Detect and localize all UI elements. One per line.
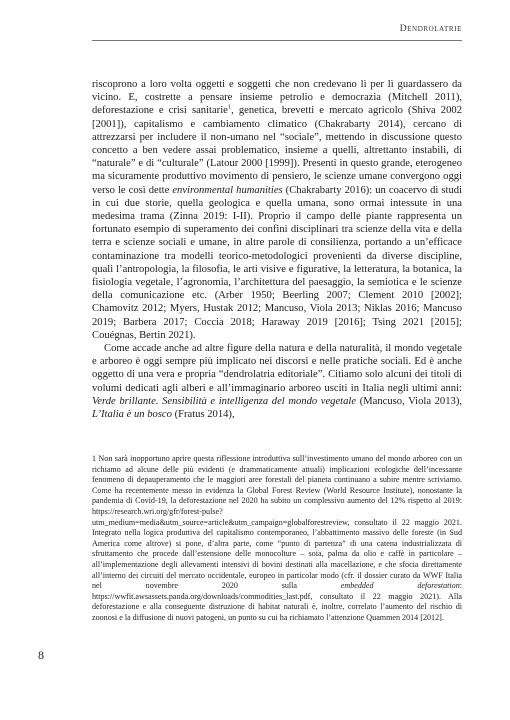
book-title: L’Italia è un bosco xyxy=(92,409,172,421)
emphasis: environmental humanities xyxy=(172,184,283,196)
running-head: Dendrolatrie xyxy=(399,24,462,34)
footnotes xyxy=(92,454,462,624)
header-rule xyxy=(92,40,462,41)
book-title: Verde brillante. Sensibilità e intelligenza del mondo vegetale xyxy=(92,395,357,407)
footnote-reference[interactable]: 1 xyxy=(227,103,232,111)
paragraph-2: Come accade anche ad altre figure della natura e della naturalità, il mondo vegetale e arboreo è oggi sempre più implicato nei discorsi e nelle pratiche sociali. Ed è anche oggetto di una vera e propria “dendrolatria editoriale”. Citiamo solo alcuni dei titoli di volumi dedicati agli alberi e all’immaginario arboreo usciti in Italia negli ultimi anni: Verde brillante. Sensibilità e intelligenza del mondo vegetale (Mancuso, Viola 2013), L’Italia è un bosco (Fratus 2014), xyxy=(92,343,462,421)
paragraph-1: riscoprono a loro volta oggetti e soggetti che non credevano lì per lì guardassero da vicino. E, costrette a pensare insieme petrolio e democrazia (Mitchell 2011), deforestazione e crisi sanitarie$^1$, genetica, brevetti e mercato agricolo (Shiva 2002 [2001]), capitalismo e cambiamento climatico (Chakrabarty 2014), cercano di attrezzarsi per includere il non-umano nel “sociale”, mettendo in discussione questo concetto a ben vedere assai problematico, insieme a quelli, altrettanto instabili, di “naturale” e di “culturale” (Latour 2000 [1999]). Presenti in questo grande, eterogeneo ma sicuramente produttivo movimento di pensiero, le scienze umane convergono oggi verso le così dette environmental humanities (Chakrabarty 2016): un coacervo di studi in cui due storie, quella geologica e quella umana, sono ormai intessute in una medesima trama (Zinna 2019: I-II). Proprio il campo delle piante rappresenta un fortunato esempio di superamento dei confini disciplinari tra scienze della vita e della terra e scienze sociali e umane, in altre parole di consilienza, portando a un’efficace contaminazione tra modelli teorico-metodologici provenienti da diverse discipline, quali l’antropologia, la filosofia, le arti visive e figurative, la letteratura, la botanica, la fisiologia vegetale, l’agronomia, l’architettura del paesaggio, la semiotica e le scienze della comunicazione etc. (Arber 1950; Beerling 2007; Clement 2010 [2002]; Chamovitz 2012; Myers, Hustak 2012; Mancuso, Viola 2013; Niklas 2016; Mancuso 2019; Barbera 2017; Coccia 2018; Haraway 2019 [2016]; Tsing 2021 [2015]; Couégnas, Bertin 2021). xyxy=(92,79,462,341)
page-number: 8 xyxy=(38,648,44,662)
footnote-1: 1 Non sarà inopportuno aprire questa riflessione introduttiva sull’investimento umano del mondo arboreo con un richiamo ad alcune delle più evidenti (e drammaticamente attuali) implicazioni ecologiche dell’incessante fenomeno di depauperamento che le maggiori aree forestali del pianeta continuano a subire mentre scriviamo. Come ha recentemente messo in evidenza la Global Forest Review (World Resource Institute), nonostante la pandemia di Covid-19, la deforestazione nel 2020 ha subito un complessivo aumento del 12% rispetto al 2019: https://research.wri.org/gfr/forest-pulse?utm_medium=media&utm_source=article&utm_campaign=globalforestreview, consultato il 22 maggio 2021. Integrato nella logica produttiva del capitalismo contemporaneo, l’abbattimento massivo delle foreste (in Sud America come altrove) si pone, d’altra parte, come “punto di partenza” di una catena industrializzata di sfruttamento che procede dall’estensione delle monocolture – soia, palma da olio e caffè in particolare – all’implementazione degli allevamenti intensivi di bovini destinati alla macellazione, e che sfocia direttamente all’interno dei circuiti del mercato occidentale, europeo in particolar modo (cfr. il dossier curato da WWF Italia nel novembre 2020 sulla embedded deforestation: https://wwfit.awsassets.panda.org/downloads/commodities_last.pdf, consultato il 22 maggio 2021). Alla deforestazione e alla conseguente distruzione di habitat naturali è, inoltre, correlato l’aumento del rischio di zoonosi e la diffusione di nuovi patogeni, un punto su cui ha richiamato l’attenzione Quammen 2014 [2012]. xyxy=(92,454,462,622)
body-text xyxy=(92,78,462,421)
